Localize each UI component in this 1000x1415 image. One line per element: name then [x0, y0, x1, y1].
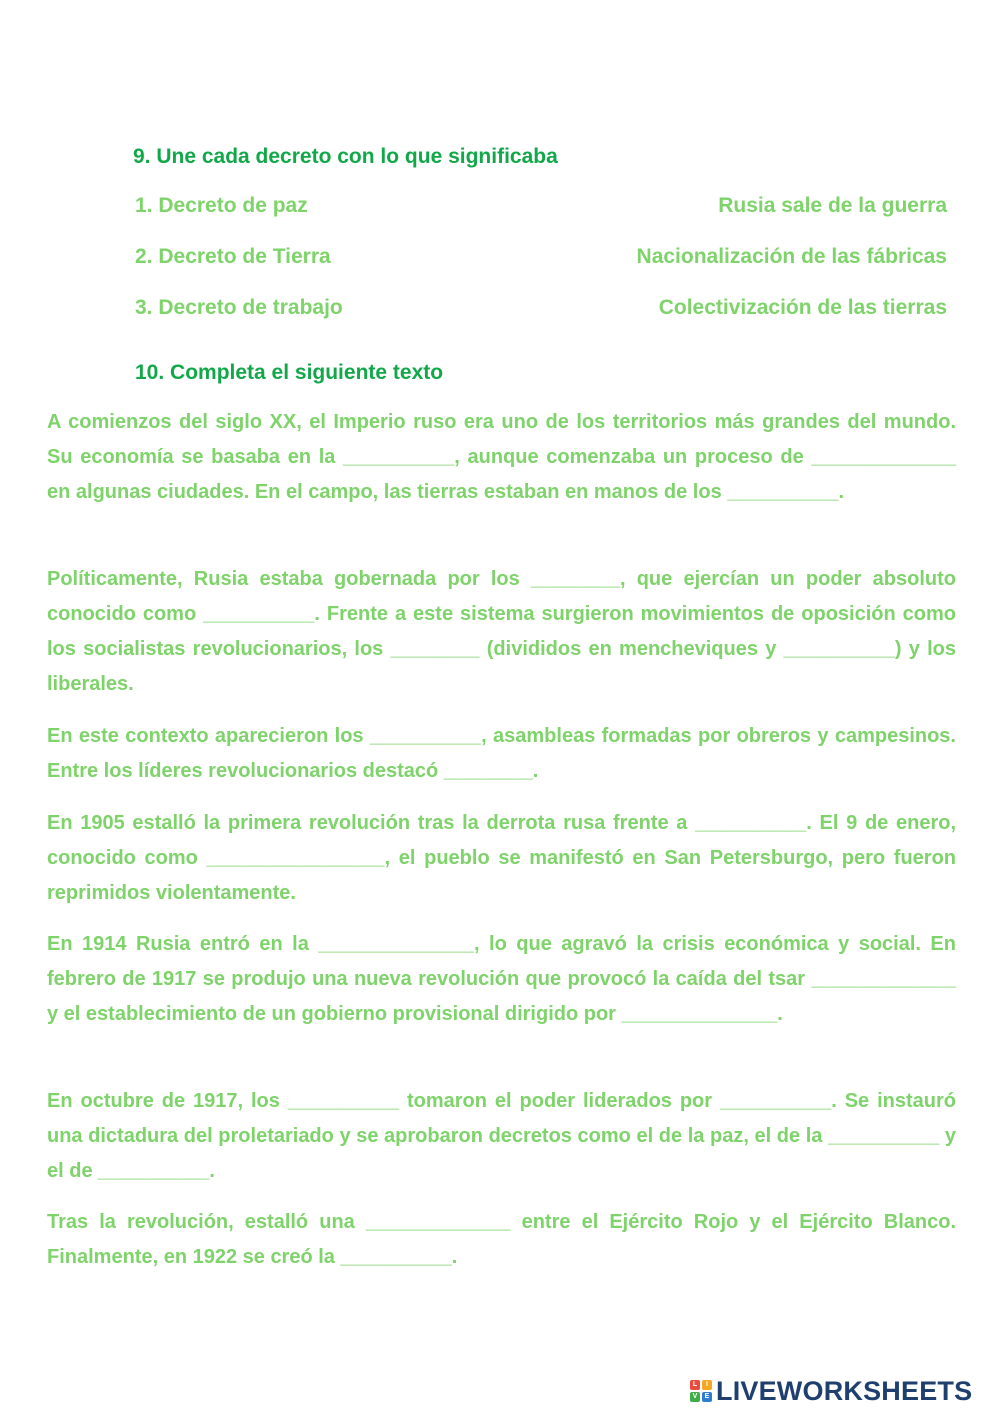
- logo-mark-cell: L: [690, 1380, 700, 1390]
- exercise10-title: 10. Completa el siguiente texto: [135, 361, 444, 384]
- decree-meaning[interactable]: Rusia sale de la guerra: [718, 194, 947, 217]
- logo-mark-icon: [690, 1380, 712, 1402]
- match-row-3: [135, 296, 947, 320]
- match-row-2: [135, 245, 947, 269]
- paragraph-6: En octubre de 1917, los __________ tomaron el poder liderados por __________. Se instauró una dictadura del proletariado y se aprobaron decretos como el de la paz, el de la __________ y el de __________.: [47, 1090, 956, 1182]
- paragraph-1: A comienzos del siglo XX, el Imperio ruso era uno de los territorios más grandes del mundo. Su economía se basaba en la __________, aunque comenzaba un proceso de _____________ en algunas ciudades. En el campo, las tierras estaban en manos de los __________.: [47, 411, 956, 503]
- paragraph-2: Políticamente, Rusia estaba gobernada por los ________, que ejercían un poder absoluto conocido como __________. Frente a este sistema surgieron movimientos de oposición como los socialistas revolucionarios, los ________ (divididos en mencheviques y __________) y los liberales.: [47, 568, 956, 695]
- paragraph-4: En 1905 estalló la primera revolución tras la derrota rusa frente a __________. El 9 de enero, conocido como ________________, el pueblo se manifestó en San Petersburgo, pero fueron reprimidos violentamente.: [47, 812, 956, 904]
- logo-mark-cell: V: [690, 1392, 700, 1402]
- paragraph-3: En este contexto aparecieron los __________, asambleas formadas por obreros y campesinos. Entre los líderes revolucionarios destacó ________.: [47, 725, 956, 782]
- exercise9-title: 9. Une cada decreto con lo que significaba: [133, 145, 558, 168]
- logo-mark-cell: I: [702, 1380, 712, 1390]
- decree-meaning[interactable]: Colectivización de las tierras: [658, 296, 947, 319]
- liveworksheets-logo: [690, 1374, 972, 1408]
- decree-label: 1. Decreto de paz: [135, 194, 308, 217]
- match-row-1: [135, 194, 947, 218]
- paragraph-5: En 1914 Rusia entró en la ______________, lo que agravó la crisis económica y social. En febrero de 1917 se produjo una nueva revolución que provocó la caída del tsar _____________ y el establecimiento de un gobierno provisional dirigido por ______________.: [47, 933, 956, 1025]
- decree-label: 2. Decreto de Tierra: [135, 245, 331, 268]
- decree-meaning[interactable]: Nacionalización de las fábricas: [636, 245, 947, 268]
- logo-mark-cell: E: [702, 1392, 712, 1402]
- decree-label: 3. Decreto de trabajo: [135, 296, 343, 319]
- paragraph-7: Tras la revolución, estalló una _____________ entre el Ejército Rojo y el Ejército Blanco. Finalmente, en 1922 se creó la __________.: [47, 1211, 956, 1268]
- logo-text: LIVEWORKSHEETS: [716, 1375, 973, 1406]
